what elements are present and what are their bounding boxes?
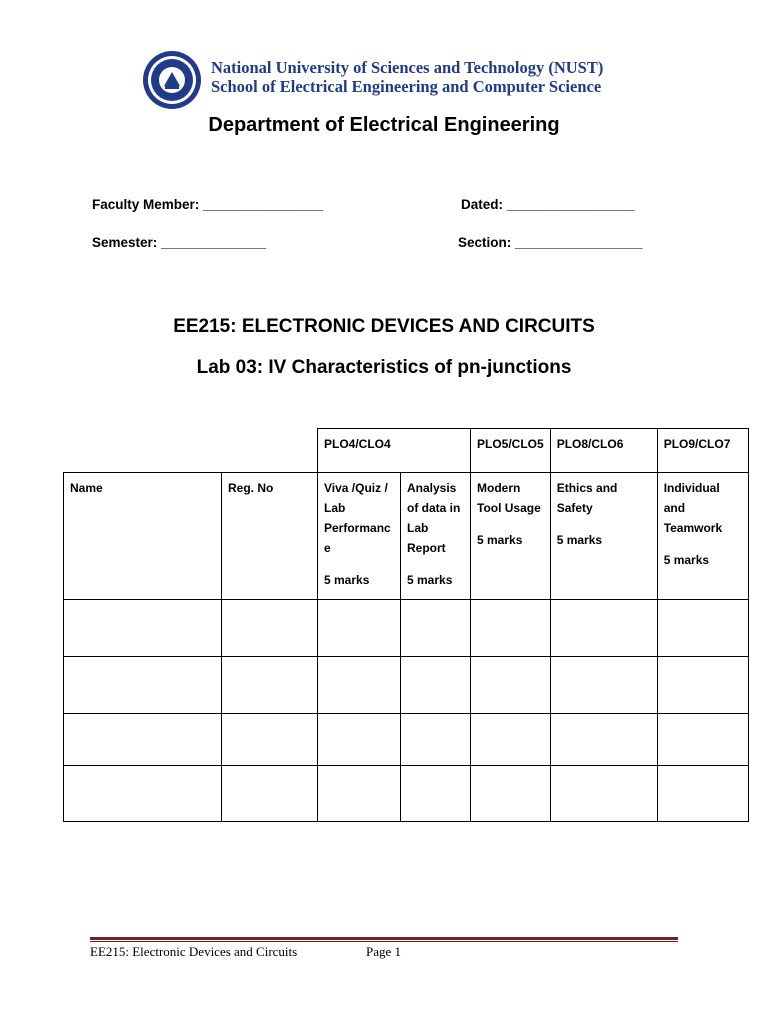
- criteria-ethics: [550, 473, 657, 600]
- blank-cell: [64, 429, 222, 473]
- dated-label: Dated:: [461, 197, 504, 212]
- group-header-row: [64, 429, 749, 473]
- footer-page-number: Page 1: [366, 944, 402, 959]
- group-header-plo8: PLO8/CLO6: [550, 429, 657, 473]
- table-row: [64, 600, 749, 657]
- semester-field: [92, 235, 266, 250]
- name-cell[interactable]: [64, 766, 222, 822]
- faculty-blank: ________________: [203, 197, 324, 212]
- criteria-analysis: [401, 473, 471, 600]
- score-cell[interactable]: [550, 657, 657, 714]
- criteria-label: Viva /Quiz / Lab Performanc e: [324, 481, 391, 555]
- group-header-plo5: PLO5/CLO5: [471, 429, 551, 473]
- faculty-label: Faculty Member:: [92, 197, 200, 212]
- section-label: Section:: [458, 235, 512, 250]
- table-row: [64, 657, 749, 714]
- footer-rule-thin: [90, 941, 678, 942]
- dated-blank: _________________: [506, 197, 635, 212]
- footer-course: EE215: Electronic Devices and Circuits: [90, 944, 298, 959]
- score-cell[interactable]: [401, 766, 471, 822]
- reg-cell[interactable]: [222, 600, 318, 657]
- score-cell[interactable]: [550, 766, 657, 822]
- criteria-label: Analysis of data in Lab Report: [407, 481, 461, 555]
- score-cell[interactable]: [318, 657, 401, 714]
- criteria-marks: 5 marks: [324, 573, 370, 587]
- score-cell[interactable]: [471, 600, 551, 657]
- criteria-label: Modern Tool Usage: [477, 481, 541, 515]
- criteria-modern-tool: [471, 473, 551, 600]
- score-cell[interactable]: [550, 714, 657, 766]
- nust-logo-icon: [142, 50, 202, 110]
- score-cell[interactable]: [318, 714, 401, 766]
- score-cell[interactable]: [318, 600, 401, 657]
- score-cell[interactable]: [401, 657, 471, 714]
- faculty-field: [92, 197, 323, 212]
- criteria-marks: 5 marks: [556, 533, 603, 547]
- reg-header: Reg. No: [222, 473, 318, 600]
- semester-blank: ______________: [161, 235, 267, 250]
- reg-cell[interactable]: [222, 714, 318, 766]
- criteria-header-row: [64, 473, 749, 600]
- criteria-label: Individual and Teamwork: [663, 481, 723, 535]
- name-cell[interactable]: [64, 600, 222, 657]
- score-cell[interactable]: [318, 766, 401, 822]
- score-cell[interactable]: [657, 600, 748, 657]
- table-row: [64, 766, 749, 822]
- criteria-marks: 5 marks: [407, 573, 453, 587]
- name-cell[interactable]: [64, 657, 222, 714]
- score-cell[interactable]: [401, 600, 471, 657]
- footer-rule: [90, 937, 678, 940]
- score-cell[interactable]: [471, 766, 551, 822]
- blank-cell: [222, 429, 318, 473]
- score-cell[interactable]: [657, 714, 748, 766]
- department-title: Department of Electrical Engineering: [208, 114, 560, 136]
- school-name: School of Electrical Engineering and Computer Science: [211, 77, 602, 96]
- course-title: EE215: ELECTRONIC DEVICES AND CIRCUITS: [173, 316, 595, 337]
- group-header-plo4: PLO4/CLO4: [318, 429, 471, 473]
- university-name: National University of Sciences and Technology (NUST): [211, 58, 604, 77]
- criteria-marks: 5 marks: [477, 533, 523, 547]
- group-header-plo9: PLO9/CLO7: [657, 429, 748, 473]
- section-field: [458, 235, 643, 250]
- semester-label: Semester:: [92, 235, 158, 250]
- score-cell[interactable]: [657, 657, 748, 714]
- reg-cell[interactable]: [222, 766, 318, 822]
- criteria-teamwork: [657, 473, 748, 600]
- lab-title: Lab 03: IV Characteristics of pn-junctions: [196, 357, 572, 378]
- score-cell[interactable]: [471, 714, 551, 766]
- criteria-viva: [318, 473, 401, 600]
- score-cell[interactable]: [550, 600, 657, 657]
- reg-cell[interactable]: [222, 657, 318, 714]
- name-header: Name: [64, 473, 222, 600]
- rubric-table: [63, 428, 749, 822]
- score-cell[interactable]: [471, 657, 551, 714]
- name-cell[interactable]: [64, 714, 222, 766]
- score-cell[interactable]: [657, 766, 748, 822]
- table-row: [64, 714, 749, 766]
- criteria-marks: 5 marks: [663, 553, 710, 567]
- section-blank: _________________: [515, 235, 643, 250]
- score-cell[interactable]: [401, 714, 471, 766]
- criteria-label: Ethics and Safety: [556, 481, 618, 515]
- dated-field: [461, 197, 634, 212]
